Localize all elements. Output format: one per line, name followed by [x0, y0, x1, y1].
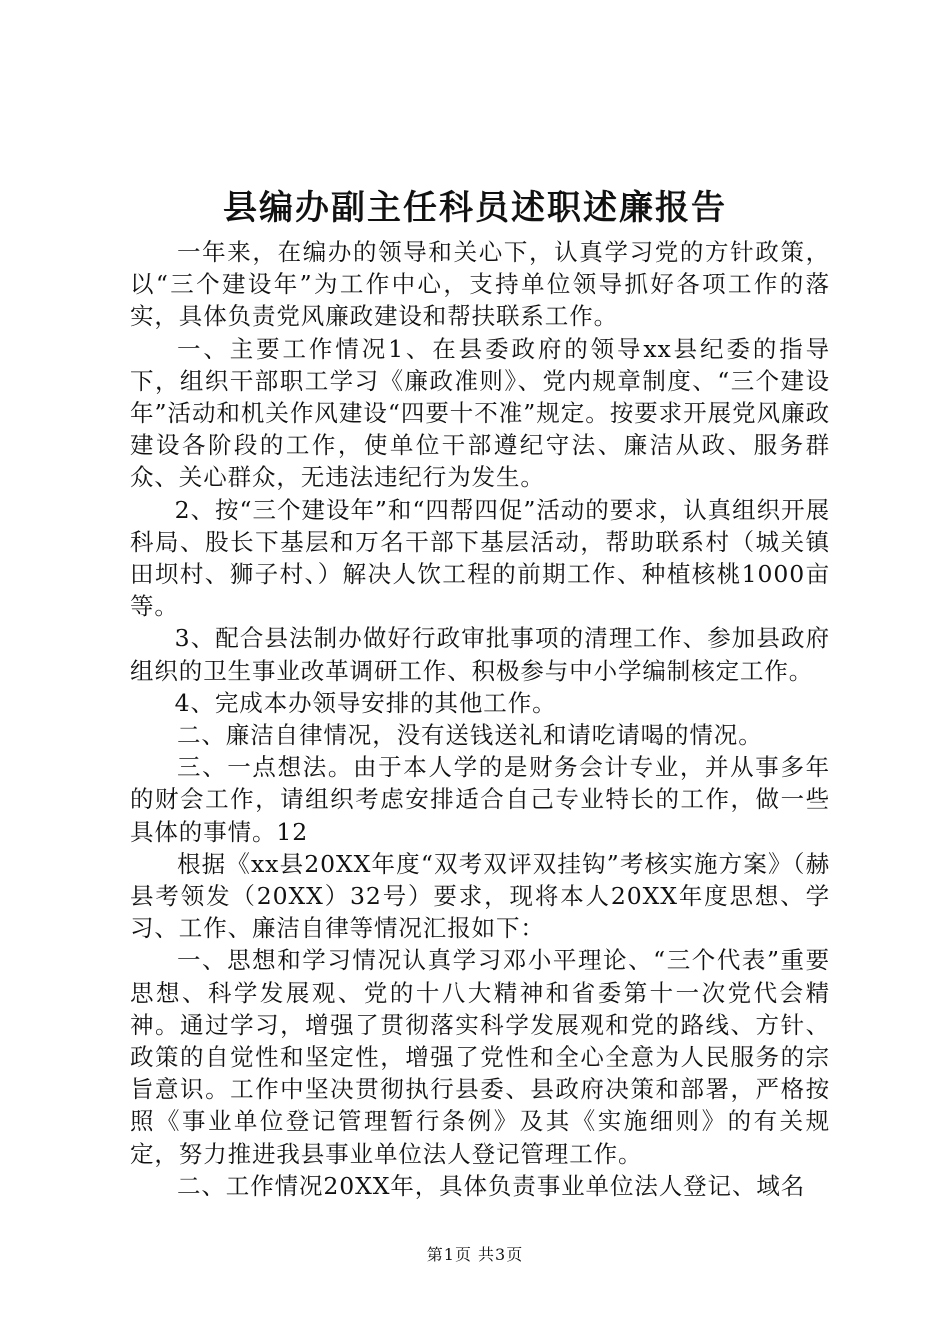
document-title: 县编办副主任科员述职述廉报告 [223, 188, 727, 228]
paragraph-item-3: 3、配合县法制办做好行政审批事项的清理工作、参加县政府组织的卫生事业改革调研工作、积极参与中小学编制核定工作。 [130, 624, 830, 685]
paragraph-item-4: 4、完成本办领导安排的其他工作。 [174, 688, 557, 717]
page-footer: 第1页 共3页 [426, 1245, 524, 1264]
paragraph-thoughts: 三、一点想法。由于本人学的是财务会计专业，并从事多年的财会工作，请组织考虑安排适合自己专业特长的工作，做一些具体的事情。12 [130, 753, 830, 846]
paragraph-intro: 一年来，在编办的领导和关心下，认真学习党的方针政策，以“三个建设年”为工作中心，支持单位领导抓好各项工作的落实，具体负责党风廉政建设和帮扶联系工作。 [130, 238, 830, 331]
paragraph-work-status: 二、工作情况20XX年，具体负责事业单位法人登记、域名 [177, 1171, 806, 1200]
paragraph-integrity: 二、廉洁自律情况，没有送钱送礼和请吃请喝的情况。 [177, 721, 763, 750]
paragraph-item-2: 2、按“三个建设年”和“四帮四促”活动的要求，认真组织开展科局、股长下基层和万名干部下基层活动，帮助联系村（城关镇田坝村、狮子村、）解决人饮工程的前期工作、种植核桃1000亩等。 [130, 495, 830, 621]
paragraph-basis: 根据《xx县20XX年度“双考双评双挂钩”考核实施方案》（赫县考领发（20XX）32号）要求，现将本人20XX年度思想、学习、工作、廉洁自律等情况汇报如下： [130, 849, 830, 943]
paragraph-study: 一、思想和学习情况认真学习邓小平理论、“三个代表”重要思想、科学发展观、党的十八大精神和省委第十一次党代会精神。通过学习，增强了贯彻落实科学发展观和党的路线、方针、政策的自觉性和坚定性，增强了党性和全心全意为人民服务的宗旨意识。工作中坚决贯彻执行县委、县政府决策和部署，严格按照《事业单位登记管理暂行条例》及其《实施细则》的有关规定，努力推进我县事业单位法人登记管理工作。 [130, 946, 830, 1168]
paragraph-main-work: 一、主要工作情况1、在县委政府的领导xx县纪委的指导下，组织干部职工学习《廉政准则》、党内规章制度、“三个建设年”活动和机关作风建设“四要十不准”规定。按要求开展党风廉政建设各阶段的工作，使单位干部遵纪守法、廉洁从政、服务群众、关心群众，无违法违纪行为发生。 [130, 334, 830, 492]
document-body [130, 236, 830, 1202]
